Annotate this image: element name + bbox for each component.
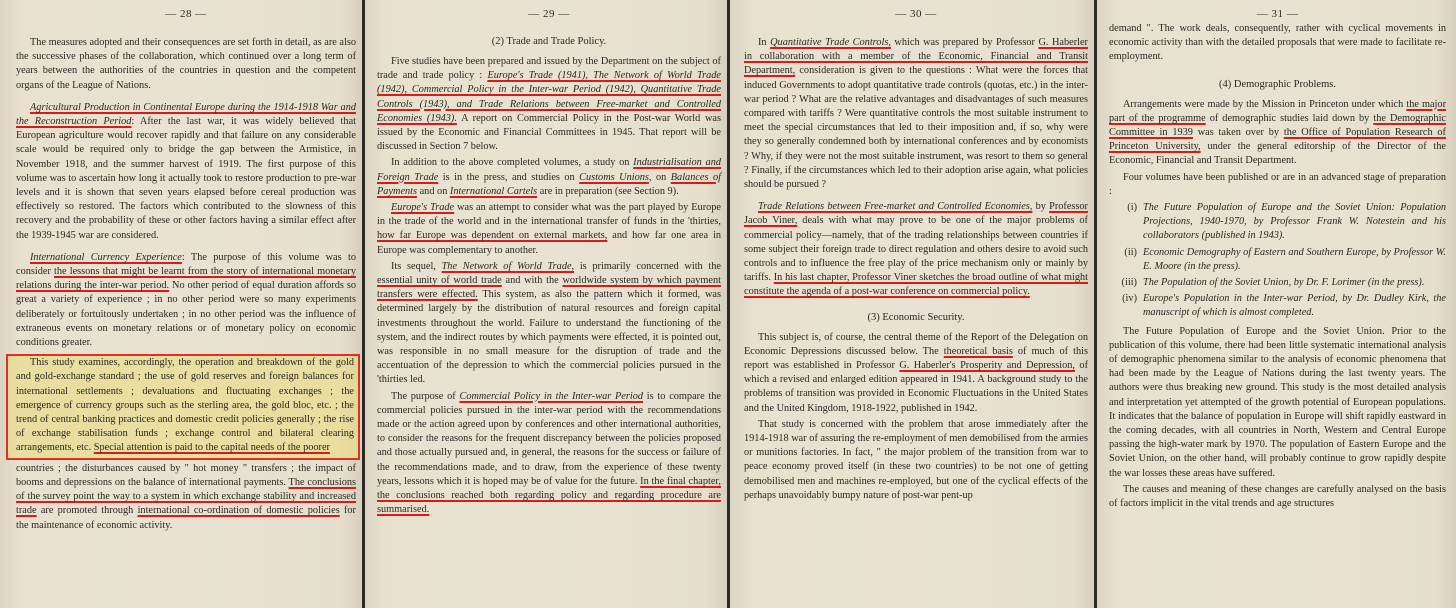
paragraph (377, 260, 721, 388)
underlined-text: G. Haberler's Prosperity and Depression, (899, 360, 1075, 372)
text-span: In addition to the above completed volumes, a study on (391, 157, 634, 169)
paragraph (1109, 98, 1446, 169)
paragraph: demand ". The work deals, consequently, rather with cyclical movements in economic activity than with the detailed proposals that were made to facilitate re-employment. (1109, 23, 1446, 63)
underlined-text: Europe's Trade (1941), The Network of World Trade (1942), Commercial Policy in the Inter-war Period (1942), Quantitative Trade Controls (1943), and Trade Relations between Free-market and Controlled Economies (1943). (377, 70, 721, 124)
paragraph (377, 55, 721, 154)
underlined-text: Commercial Policy in the Inter-war Period (459, 390, 644, 402)
underlined-text: G. Haberler in collaboration with a member of the Economic, Financial and Transit Department, (744, 37, 1088, 77)
text-span: is primarily concerned with the (574, 260, 721, 272)
paragraph: That study is concerned with the problem that arose immediately after the 1914-1918 war of assuring the re-employment of men demobilised from the armies or munitions factories. In fact, " the major problem of the transition from war to peace economy proved itself (in these two countries) to be not one of getting demobilised men and machines re-employed, but one of the cyclical effects of the perhaps unavoidably bumpy nature of post-war pent-up (744, 418, 1088, 501)
list-item (1109, 276, 1446, 290)
paragraph (16, 251, 356, 350)
paragraph: Four volumes have been published or are in an advanced stage of preparation : (1109, 171, 1446, 197)
underlined-text: Special attention is paid to the capital needs of the poorer (93, 442, 330, 454)
text-span: are in preparation (see Section 9). (537, 185, 679, 197)
text-span: is in the press, and studies on (438, 171, 580, 183)
text-span: under the general editorship of the Director of the Economic, Financial and Transit Department. (1109, 141, 1446, 167)
underlined-text: Balances of Payments (377, 171, 721, 197)
text-span: : The purpose of this volume was to consider (16, 251, 356, 278)
page-number: — 30 — (895, 8, 937, 20)
underlined-text: the Demographic Committee in 1939 (1109, 112, 1446, 139)
text-span: consideration is given to the questions : What were the forces that induced Governments to adopt quantitative trade controls (quotas, etc.) in the inter-war period ? What are the relative advantages and disadvantages of such measures compared with tariffs ? Were quantitative controls the most suitable instrument to meet the special circumstances that led to their imposition and, if so, why were they so generally condemned both by international conferences and by economists ? Why, if they were not the most suitable instrument, was resort to them so general ? Finally, if the circumstances which led to their adoption arise again, what policies should be pursued ? (744, 65, 1088, 191)
underlined-text: Industrialisation and Foreign Trade (377, 157, 721, 183)
page-number: — 31 — (1256, 8, 1299, 20)
list-item (1109, 292, 1446, 320)
text-span: , on (648, 171, 671, 183)
text-span: which was prepared by Professor (890, 37, 1039, 48)
underlined-text: theoretical basis (943, 345, 1013, 357)
underlined-text: In the final chapter, the conclusions reached both regarding policy and regarding procedure are summarised. (377, 475, 721, 516)
text-span: A report on Commercial Policy in the Post-war World was issued by the Economic and Financial Committees in 1945. That report will be discussed in Section 7 below. (377, 112, 722, 153)
text-span: was an attempt to consider what was the part played by Europe in the trade of the world and in the international transfer of funds in the 'thirties, (377, 202, 721, 228)
paragraph (744, 200, 1088, 299)
list-number: (iv) (1122, 293, 1137, 305)
text-span: No other period of equal duration affords so great a variety of experience ; in no other period were so many experiments deliberately or fortuitously undertaken ; in no other period was the influence of extraneous events on monetary relations or of monetary policy on economic conditions greater. (16, 280, 356, 349)
page-28 (0, 0, 362, 608)
underlined-text: the Office of Population Research of Princeton University, (1109, 127, 1446, 153)
publication-list (1109, 201, 1446, 321)
section-heading: (3) Economic Security. (867, 311, 965, 323)
text-span: This study examines, accordingly, the operation and breakdown of the gold and gold-exchange standard ; the use of gold reserves and foreign balances for international settlements ; devaluations and fluctuating exchanges ; the emergence of currency groups such as the sterling area, the gold bloc, etc. ; the trend of central banking practices and domestic credit policies generally ; the rise of exchange stabilisation funds ; exchange control and bilateral clearing arrangements, etc. (16, 357, 354, 454)
text-span: The purpose of (391, 390, 460, 402)
text-span: and on (417, 185, 450, 197)
underlined-text: essential unity of world trade (377, 275, 502, 287)
section-heading: (4) Demographic Problems. (1219, 78, 1336, 90)
underlined-text: The Network of World Trade, (441, 260, 575, 272)
section-heading: (2) Trade and Trade Policy. (491, 36, 607, 47)
paragraph (16, 101, 356, 243)
text-span: of demographic studies laid down by (1205, 112, 1374, 124)
underlined-text: International Cartels (449, 185, 538, 197)
underlined-text: Trade Relations between Free-market and Controlled Economies, (758, 201, 1033, 213)
paragraph: The causes and meaning of these changes are carefully analysed on the basis of factors implicit in the vital trends and age structures (1109, 483, 1446, 510)
page-number: — 28 — (165, 8, 207, 20)
underlined-title: Agricultural Production in Continental Europe during the 1914-1918 War and the Reconstruction Period (16, 101, 356, 128)
list-number: (i) (1127, 202, 1137, 214)
text-span: of much of this report was established in Professor (744, 345, 1088, 372)
underlined-text: international co-ordination of domestic policies (137, 505, 340, 517)
list-text: Europe's Population in the Inter-war Period, by Dr. Dudley Kirk, the manuscript of which is almost completed. (1143, 293, 1446, 319)
list-text: The Population of the Soviet Union, by Dr. F. Lorimer (in the press). (1143, 277, 1425, 289)
underlined-text: the lessons that might be learnt from the story of international monetary relations during the inter-war period. (16, 266, 356, 292)
text-span: This system, as also the pattern which it formed, was determined largely by the distribution of natural resources and foreign capital investments throughout the world. Failure to understand the functioning of the system, and the indirect routes by which payments were effected, it is pointed out, was responsible in no small measure for the disruption of trade and the accentuation of the depression to which the commercial policies pursued in the 'thirties led. (377, 289, 721, 386)
list-text: The Future Population of Europe and the Soviet Union: Population Projections, 1940-1970, by Professor Frank W. Notestein and his collaborators (published in 1943). (1143, 202, 1446, 242)
paragraph: The measures adopted and their consequences are set forth in detail, as are also the successive phases of the collaboration, which continued over a long term of years between the authorities of the countries in question and the competent organs of the League of Nations. (16, 37, 356, 91)
paragraph (377, 201, 721, 258)
text-span: was taken over by (1192, 127, 1284, 139)
page-29 (365, 0, 727, 608)
underlined-text: Quantitative Trade Controls, (770, 37, 891, 48)
list-item (1109, 246, 1446, 274)
underlined-text: In his last chapter, Professor Viner sketches the broad outline of what might constitute the agenda of a post-war conference on commercial policy. (744, 272, 1088, 298)
text-span: Arrangements were made by the Mission in Princeton under which (1123, 98, 1407, 110)
underlined-text: the major part of the programme (1109, 98, 1446, 124)
paragraph (377, 390, 721, 518)
underlined-text: how far Europe was dependent on external markets, (377, 230, 608, 242)
page-number: — 29 — (528, 8, 570, 20)
text-span: for the maintenance of economic activity. (16, 505, 356, 531)
highlighted-box (6, 354, 360, 459)
underlined-title: International Currency Experience (30, 251, 182, 263)
text-span: : After the last war, it was widely believed that European agriculture would recover rapidly and that failure on any considerable scale would be required only to bridge the gap between the Armistice, in November 1918, and the summer harvest of 1919. The first purpose of this volume was to ascertain how long it actually took to restore production to pre-war levels and it is shown that seven years elapsed before cereal production was effectively so restored. The factors which contributed to the slowness of this recovery and the probability of these or other factors having a similar effect after the 1939-1945 war are considered. (16, 116, 357, 241)
page-31 (1097, 0, 1456, 608)
text-span: This subject is, of course, the central theme of the Report of the Delegation on Economic Depressions discussed below. The (744, 331, 1088, 357)
text-span: deals with what may prove to be one of the major problems of commercial policy—namely, that of the trading relationships between countries if some subject their foreign trade to direct regulation and others desire to avoid such controls and to influence the free play of the price mechanism only or mainly by tariffs. (744, 215, 1088, 284)
page-30 (730, 0, 1094, 608)
text-span: Five studies have been prepared and issued by the Department on the subject of trade and trade policy : (377, 56, 721, 82)
text-span: and with the (501, 275, 563, 287)
list-item (1109, 201, 1446, 244)
text-span: by (1032, 201, 1050, 213)
text-span: and how far one area in Europe was complementary to another. (377, 230, 721, 256)
paragraph (377, 156, 721, 199)
text-span: of which a revised and enlarged edition appeared in 1941. A background study to the problems of transition was provided in Economic Fluctuations in the United States and the United Kingdom, 1918-1922, published in 1942. (744, 360, 1088, 414)
list-text: Economic Demography of Eastern and Southern Europe, by Professor W. E. Moore (in the press). (1143, 246, 1446, 272)
list-number: (ii) (1124, 246, 1137, 258)
text-span: Its sequel, (391, 260, 442, 272)
underlined-text: Customs Unions (579, 171, 649, 183)
paragraph (744, 331, 1088, 416)
underlined-text: Professor Jacob Viner, (744, 201, 1088, 227)
paragraph (16, 356, 354, 455)
text-span: countries ; the disturbances caused by " hot money " transfers ; the impact of booms and depressions on the balance of international payments. (16, 462, 356, 488)
paragraph (744, 36, 1088, 192)
text-span: In (758, 37, 771, 48)
text-span: is to compare the commercial policies pursued in the inter-war period with the recommendations made or the action agreed upon by conferences and other international authorities, to consider the reasons for the frequent discrepancy between the policies proposed and those actually pursued and, in general, the reasons for the success or failure of the recommendations made, and to draw, from the experience of these twenty years, lessons which it is hoped may be of value for the future. (377, 390, 721, 487)
paragraph: The Future Population of Europe and the Soviet Union. Prior to the publication of this volume, there had been little systematic international analysis of demographic phenomena similar to the analysis of economic phenomena that had been made by the League of Nations during the last twenty years. The authors were thus breaking new ground. This study is the most detailed analysis and interpretation yet attempted of the growth potential of European populations. It indicates that the balance of population in Europe will shift rapidly eastward in the coming decades, with all countries in North, Western and Central Europe passing the high-water mark by 1970. The population of Eastern Europe and the Soviet Union, on the other hand, will probably continue to grow rapidly despite the war losses these areas have suffered. (1109, 325, 1446, 479)
underlined-text: Europe's Trade (391, 202, 455, 214)
paragraph (16, 462, 356, 533)
underlined-text: worldwide system by which payment transfers were effected. (377, 275, 721, 301)
underlined-text: The conclusions of the survey point the way to a system in which exchange stability and increased trade (16, 476, 356, 517)
text-span: are promoted through (36, 505, 138, 517)
list-number: (iii) (1121, 277, 1137, 289)
